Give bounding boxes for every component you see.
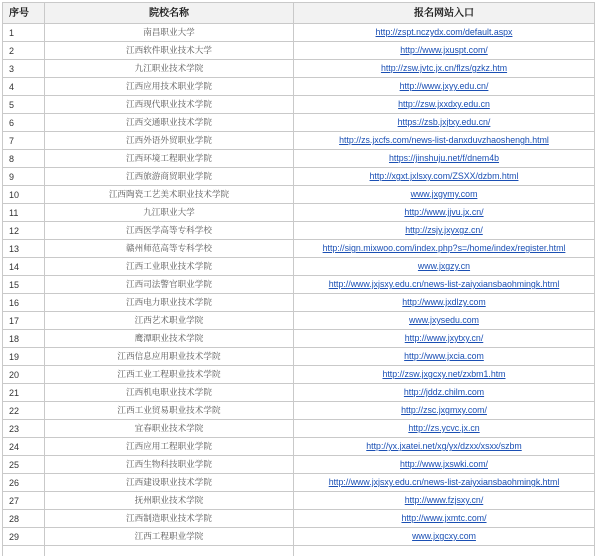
table-row xyxy=(3,474,595,492)
row-number: 25 xyxy=(3,456,45,474)
registration-url-cell xyxy=(294,366,595,384)
empty-cell xyxy=(294,546,595,556)
school-name: 江西工业贸易职业技术学院 xyxy=(45,402,294,420)
registration-url-cell xyxy=(294,42,595,60)
registration-link[interactable]: http://zspt.nczydx.com/default.aspx xyxy=(376,27,513,37)
registration-url-cell xyxy=(294,222,595,240)
school-name: 九江职业技术学院 xyxy=(45,60,294,78)
table-row xyxy=(3,312,595,330)
registration-link[interactable]: http://yx.jxatei.net/xg/yx/dzxx/xsxx/szbm xyxy=(366,441,521,451)
table-row xyxy=(3,510,595,528)
table-row xyxy=(3,438,595,456)
header-registration-url: 报名网站入口 xyxy=(294,3,595,24)
registration-url-cell xyxy=(294,420,595,438)
registration-url-cell xyxy=(294,96,595,114)
school-name: 江西生物科技职业学院 xyxy=(45,456,294,474)
school-name: 赣州师范高等专科学校 xyxy=(45,240,294,258)
table-row xyxy=(3,132,595,150)
table-body xyxy=(3,24,595,556)
registration-link[interactable]: http://www.jxmtc.com/ xyxy=(401,513,486,523)
registration-link[interactable]: http://zsw.jvtc.jx.cn/flzs/gzkz.htm xyxy=(381,63,507,73)
table-row xyxy=(3,168,595,186)
school-name: 江西软件职业技术大学 xyxy=(45,42,294,60)
school-name: 江西艺术职业学院 xyxy=(45,312,294,330)
registration-link[interactable]: http://www.jxjsxy.edu.cn/news-list-zaiyxiansbaohmingk.html xyxy=(329,477,560,487)
row-number: 17 xyxy=(3,312,45,330)
registration-link[interactable]: http://www.jxjsxy.edu.cn/news-list-zaiyxiansbaohmingk.html xyxy=(329,279,560,289)
table-row xyxy=(3,204,595,222)
registration-url-cell xyxy=(294,150,595,168)
school-name: 江西交通职业技术学院 xyxy=(45,114,294,132)
registration-link[interactable]: http://xgxt.jxlsxy.com/ZSXX/dzbm.html xyxy=(370,171,519,181)
registration-table-container xyxy=(2,2,594,556)
registration-url-cell xyxy=(294,312,595,330)
school-name: 江西陶瓷工艺美术职业技术学院 xyxy=(45,186,294,204)
table-row xyxy=(3,420,595,438)
header-school-name: 院校名称 xyxy=(45,3,294,24)
registration-url-cell xyxy=(294,258,595,276)
registration-url-cell xyxy=(294,294,595,312)
registration-link[interactable]: http://zsw.jxgcxy.net/zxbm1.htm xyxy=(382,369,505,379)
row-number: 27 xyxy=(3,492,45,510)
row-number: 13 xyxy=(3,240,45,258)
table-row xyxy=(3,348,595,366)
registration-link[interactable]: http://www.jxcia.com xyxy=(404,351,484,361)
table-row xyxy=(3,96,595,114)
table-row xyxy=(3,78,595,96)
registration-link[interactable]: http://www.jjvu.jx.cn/ xyxy=(404,207,483,217)
school-name: 南昌职业大学 xyxy=(45,24,294,42)
row-number: 6 xyxy=(3,114,45,132)
registration-link[interactable]: http://zs.jxcfs.com/news-list-danxduvzhaoshengh.html xyxy=(339,135,549,145)
table-row xyxy=(3,384,595,402)
row-number: 29 xyxy=(3,528,45,546)
registration-link[interactable]: http://www.fzjsxy.cn/ xyxy=(405,495,484,505)
registration-table xyxy=(2,2,595,556)
registration-url-cell xyxy=(294,348,595,366)
school-name: 江西工程职业学院 xyxy=(45,528,294,546)
school-name: 江西电力职业技术学院 xyxy=(45,294,294,312)
registration-link[interactable]: http://www.jxytxy.cn/ xyxy=(405,333,484,343)
school-name: 江西司法警官职业学院 xyxy=(45,276,294,294)
registration-link[interactable]: www.jxgcxy.com xyxy=(412,531,476,541)
empty-cell xyxy=(45,546,294,556)
table-row xyxy=(3,492,595,510)
registration-url-cell xyxy=(294,438,595,456)
registration-url-cell xyxy=(294,186,595,204)
registration-url-cell xyxy=(294,132,595,150)
row-number: 15 xyxy=(3,276,45,294)
school-name: 江西机电职业技术学院 xyxy=(45,384,294,402)
header-number: 序号 xyxy=(3,3,45,24)
registration-url-cell xyxy=(294,492,595,510)
table-row xyxy=(3,276,595,294)
registration-link[interactable]: http://www.jxdlzy.com xyxy=(402,297,485,307)
school-name: 抚州职业技术学院 xyxy=(45,492,294,510)
table-row xyxy=(3,258,595,276)
row-number: 23 xyxy=(3,420,45,438)
registration-url-cell xyxy=(294,528,595,546)
school-name: 宜春职业技术学院 xyxy=(45,420,294,438)
row-number: 18 xyxy=(3,330,45,348)
school-name: 江西建设职业技术学院 xyxy=(45,474,294,492)
table-row xyxy=(3,186,595,204)
row-number: 3 xyxy=(3,60,45,78)
row-number: 21 xyxy=(3,384,45,402)
registration-link[interactable]: http://zsc.jxgmxy.com/ xyxy=(401,405,487,415)
registration-url-cell xyxy=(294,24,595,42)
table-row xyxy=(3,60,595,78)
registration-url-cell xyxy=(294,402,595,420)
row-number: 20 xyxy=(3,366,45,384)
registration-url-cell xyxy=(294,276,595,294)
row-number: 4 xyxy=(3,78,45,96)
row-number: 10 xyxy=(3,186,45,204)
registration-link[interactable]: http://sign.mixwoo.com/index.php?s=/home/index/register.html xyxy=(323,243,566,253)
table-row xyxy=(3,528,595,546)
row-number: 19 xyxy=(3,348,45,366)
school-name: 江西制造职业技术学院 xyxy=(45,510,294,528)
table-row xyxy=(3,366,595,384)
row-number: 26 xyxy=(3,474,45,492)
school-name: 江西环境工程职业学院 xyxy=(45,150,294,168)
row-number: 1 xyxy=(3,24,45,42)
empty-cell xyxy=(3,546,45,556)
row-number: 22 xyxy=(3,402,45,420)
registration-link[interactable]: www.jxgzy.cn xyxy=(418,261,470,271)
table-row xyxy=(3,294,595,312)
registration-link[interactable]: https://jinshuju.net/f/dnem4b xyxy=(389,153,499,163)
table-row xyxy=(3,402,595,420)
table-header-row xyxy=(3,3,595,24)
school-name: 江西应用技术职业学院 xyxy=(45,78,294,96)
row-number: 11 xyxy=(3,204,45,222)
registration-link[interactable]: http://www.jxyy.edu.cn/ xyxy=(400,81,489,91)
table-row xyxy=(3,114,595,132)
school-name: 江西工业工程职业技术学院 xyxy=(45,366,294,384)
registration-link[interactable]: http://zsjy.jxyxgz.cn/ xyxy=(405,225,483,235)
registration-url-cell xyxy=(294,240,595,258)
row-number: 9 xyxy=(3,168,45,186)
registration-link[interactable]: http://zsw.jxxdxy.edu.cn xyxy=(398,99,490,109)
school-name: 江西工业职业技术学院 xyxy=(45,258,294,276)
registration-url-cell xyxy=(294,168,595,186)
school-name: 江西信息应用职业技术学院 xyxy=(45,348,294,366)
school-name: 九江职业大学 xyxy=(45,204,294,222)
school-name: 江西现代职业技术学院 xyxy=(45,96,294,114)
row-number: 28 xyxy=(3,510,45,528)
registration-url-cell xyxy=(294,456,595,474)
row-number: 12 xyxy=(3,222,45,240)
school-name: 江西应用工程职业学院 xyxy=(45,438,294,456)
row-number: 14 xyxy=(3,258,45,276)
registration-link[interactable]: http://www.jxuspt.com/ xyxy=(400,45,488,55)
registration-link[interactable]: www.jxgymy.com xyxy=(411,189,478,199)
row-number: 7 xyxy=(3,132,45,150)
registration-link[interactable]: https://zsb.jxjtxy.edu.cn/ xyxy=(398,117,491,127)
registration-url-cell xyxy=(294,510,595,528)
row-number: 5 xyxy=(3,96,45,114)
registration-url-cell xyxy=(294,204,595,222)
registration-url-cell xyxy=(294,474,595,492)
registration-url-cell xyxy=(294,330,595,348)
table-row-partial xyxy=(3,546,595,556)
school-name: 江西旅游商贸职业学院 xyxy=(45,168,294,186)
registration-link[interactable]: www.jxysedu.com xyxy=(409,315,479,325)
table-row xyxy=(3,456,595,474)
table-row xyxy=(3,330,595,348)
registration-url-cell xyxy=(294,384,595,402)
row-number: 8 xyxy=(3,150,45,168)
school-name: 江西外语外贸职业学院 xyxy=(45,132,294,150)
school-name: 江西医学高等专科学校 xyxy=(45,222,294,240)
table-row xyxy=(3,24,595,42)
registration-url-cell xyxy=(294,78,595,96)
registration-link[interactable]: http://www.jxswki.com/ xyxy=(400,459,488,469)
table-row xyxy=(3,150,595,168)
school-name: 鹰潭职业技术学院 xyxy=(45,330,294,348)
table-row xyxy=(3,42,595,60)
row-number: 16 xyxy=(3,294,45,312)
row-number: 24 xyxy=(3,438,45,456)
registration-url-cell xyxy=(294,60,595,78)
registration-url-cell xyxy=(294,114,595,132)
registration-link[interactable]: http://jddz.chilm.com xyxy=(404,387,484,397)
registration-link[interactable]: http://zs.ycvc.jx.cn xyxy=(408,423,479,433)
row-number: 2 xyxy=(3,42,45,60)
table-row xyxy=(3,240,595,258)
table-row xyxy=(3,222,595,240)
